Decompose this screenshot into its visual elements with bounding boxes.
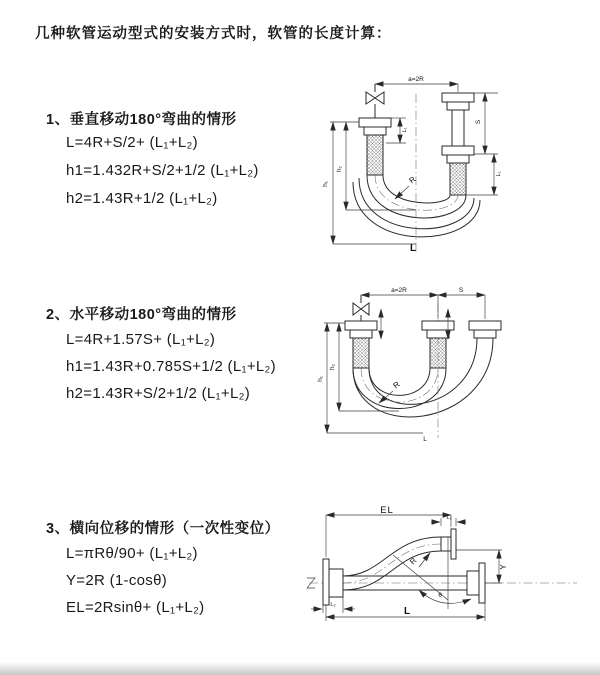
braided-hose-right: [450, 163, 466, 195]
dim-label-l1-left: L₁: [402, 127, 408, 133]
braided-hose-left: [367, 135, 383, 175]
dim-label-h2: h₂: [336, 165, 343, 173]
section3-formula-Y: Y=2R (1-cosθ): [66, 572, 168, 589]
section3-heading: 3、横向位移的情形（一次性变位）: [46, 521, 280, 537]
dim-label-h1: h₁: [317, 376, 324, 382]
radius-leader: [408, 553, 430, 567]
middle-fitting: [422, 321, 454, 368]
dim-label-l2: L₂: [330, 602, 336, 608]
dim-fitting-top: [431, 515, 466, 526]
length-label: L: [409, 243, 417, 254]
u-bend-curves: [353, 338, 493, 417]
section1-formula-h1: h1=1.432R+S/2+1/2 (L₁+L₂): [66, 162, 259, 179]
section2-formula-h2: h2=1.43R+S/2+1/2 (L₁+L₂): [66, 385, 251, 402]
dim-span: [375, 76, 458, 92]
page-title: 几种软管运动型式的安装方式时，软管的长度计算：: [35, 26, 392, 42]
page-bottom-edge: [0, 662, 600, 675]
dim-label-s: S: [458, 287, 464, 294]
section1-formula-h2: h2=1.43R+1/2 (L₁+L₂): [66, 190, 218, 207]
braided-hose-left: [353, 338, 369, 368]
dim-length: [326, 603, 485, 621]
radius-label: R: [391, 379, 402, 391]
radius-label: R: [408, 556, 419, 567]
dim-label-span: a=2R: [391, 287, 407, 294]
dim-el: [326, 505, 451, 557]
section2-heading: 2、水平移动180°弯曲的情形: [46, 307, 237, 323]
diagram-horizontal-180-bend: [313, 283, 598, 448]
section1-heading: 1、垂直移动180°弯曲的情形: [46, 112, 237, 128]
dim-label-s: S: [475, 119, 482, 125]
section3-formula-EL: EL=2Rsinθ+ (L₁+L₂): [66, 599, 205, 616]
dim-label-el: EL: [380, 505, 394, 516]
right-fitting: [442, 93, 474, 195]
dim-label-l1: L₁: [446, 515, 452, 521]
angle-construction: [393, 537, 471, 609]
valve-icon: [353, 295, 369, 321]
left-fitting: [345, 321, 377, 368]
section2-formula-L: L=4R+1.57S+ (L₁+L₂): [66, 331, 216, 348]
dim-label-h2: h₂: [329, 363, 336, 371]
dim-label-h1: h₁: [322, 181, 329, 187]
dim-span: [361, 287, 485, 319]
right-fitting-moved-position: [469, 321, 501, 338]
radius-leader: [395, 175, 418, 199]
angle-label: θ: [438, 592, 442, 599]
dim-label-span: a=2R: [408, 76, 424, 83]
length-label: L: [423, 436, 427, 443]
diagram-vertical-180-bend: [313, 70, 598, 260]
upper-flange: [441, 529, 456, 559]
diagram-lateral-displacement: [303, 505, 595, 655]
radius-label: R: [407, 174, 418, 186]
right-flange: [467, 563, 485, 603]
dim-fitting-left: [311, 597, 355, 613]
section3-formula-L: L=πRθ/90+ (L₁+L₂): [66, 545, 198, 562]
length-label: L: [403, 606, 411, 617]
dim-label-l1-right: L₁: [496, 171, 502, 177]
dim-stroke-right: [466, 93, 502, 195]
left-fitting: [359, 118, 391, 175]
valve-icon: [366, 84, 384, 118]
section1-formula-L: L=4R+S/2+ (L₁+L₂): [66, 134, 198, 151]
left-flange: [323, 559, 343, 605]
section2-formula-h1: h1=1.43R+0.785S+1/2 (L₁+L₂): [66, 358, 276, 375]
braided-hose-middle: [430, 338, 446, 368]
dim-label-y: Y: [499, 564, 508, 570]
